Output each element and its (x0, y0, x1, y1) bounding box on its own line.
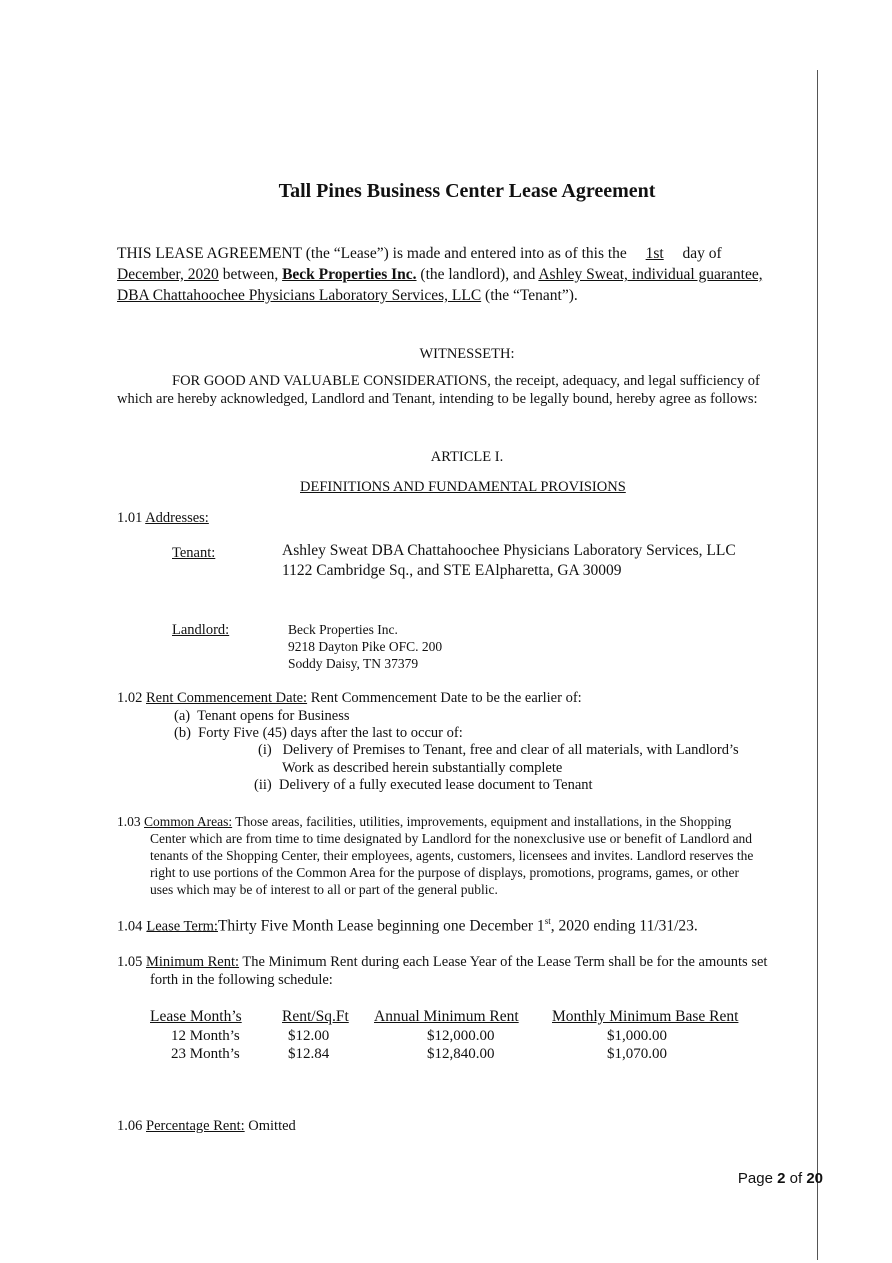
intro-line-3: DBA Chattahoochee Physicians Laboratory Services, LLC (the “Tenant”). (117, 287, 578, 304)
section-1-01-heading: 1.01 Addresses: (117, 510, 209, 526)
table-cell: 23 Month’s (171, 1046, 240, 1062)
lease-date: December, 2020 (117, 266, 219, 283)
section-1-05-line2: forth in the following schedule: (150, 972, 333, 988)
intro-line-1: THIS LEASE AGREEMENT (the “Lease”) is made and entered into as of this the 1st day of (117, 245, 722, 262)
landlord-address-label: Landlord: (172, 622, 230, 638)
table-cell: 12 Month’s (171, 1028, 240, 1044)
tenant-name-line2: DBA Chattahoochee Physicians Laboratory Services, LLC (117, 287, 482, 304)
article-heading: ARTICLE I. (430, 449, 504, 465)
section-1-03-line3: tenants of the Shopping Center, their employees, agents, customers, licensees and invites. Landlord reserves the (150, 848, 754, 863)
tenant-address-label: Tenant: (172, 545, 216, 561)
table-header-annual-min-rent: Annual Minimum Rent (374, 1008, 519, 1025)
table-cell: $1,000.00 (607, 1028, 667, 1044)
article-title: DEFINITIONS AND FUNDAMENTAL PROVISIONS (300, 479, 626, 495)
landlord-address-line1: Beck Properties Inc. (288, 622, 398, 637)
tenant-address-line1: Ashley Sweat DBA Chattahoochee Physicians Laboratory Services, LLC (282, 542, 736, 559)
day-blank: 1st (645, 245, 664, 262)
landlord-name: Beck Properties Inc. (282, 266, 417, 283)
page-number: Page 2 of 20 (737, 1170, 823, 1187)
list-item-b-ii: (ii) Delivery of a fully executed lease document to Tenant (254, 777, 593, 793)
table-header-monthly-min-rent: Monthly Minimum Base Rent (552, 1008, 739, 1025)
table-header-lease-months: Lease Month’s (150, 1008, 242, 1025)
intro-line-2: December, 2020 between, Beck Properties Inc. (the landlord), and Ashley Sweat, individual guarantee, (117, 266, 763, 283)
section-1-03-heading: 1.03 Common Areas: Those areas, facilities, utilities, improvements, equipment and installations, in the Shopping (117, 814, 732, 829)
page-edge-line (817, 70, 818, 1260)
list-item-b-i: (i) Delivery of Premises to Tenant, free and clear of all materials, with Landlord’s (258, 742, 739, 758)
considerations-line-1: FOR GOOD AND VALUABLE CONSIDERATIONS, the receipt, adequacy, and legal sufficiency of (172, 373, 760, 389)
section-1-02-heading: 1.02 Rent Commencement Date: Rent Commencement Date to be the earlier of: (117, 690, 582, 706)
tenant-name-line1: Ashley Sweat, individual guarantee, (538, 266, 763, 283)
table-cell: $12.00 (288, 1028, 330, 1044)
section-1-03-line5: uses which may be of interest to all or part of the general public. (150, 882, 498, 897)
table-cell: $12,840.00 (427, 1046, 495, 1062)
table-cell: $12,000.00 (427, 1028, 495, 1044)
section-1-04: 1.04 Lease Term:Thirty Five Month Lease beginning one December 1st, 2020 ending 11/31/23. (117, 916, 698, 935)
section-1-03-line4: right to use portions of the Common Area for the purpose of displays, promotions, programs, games, or other (150, 865, 740, 880)
list-item-b: (b) Forty Five (45) days after the last to occur of: (174, 725, 463, 741)
table-cell: $12.84 (288, 1046, 330, 1062)
section-1-05-heading: 1.05 Minimum Rent: The Minimum Rent during each Lease Year of the Lease Term shall be for the amounts set (117, 954, 768, 970)
list-item-a: (a) Tenant opens for Business (174, 708, 350, 724)
considerations-line-2: which are hereby acknowledged, Landlord and Tenant, intending to be legally bound, hereby agree as follows: (117, 391, 758, 407)
tenant-address-line2: 1122 Cambridge Sq., and STE EAlpharetta, GA 30009 (282, 562, 622, 579)
table-header-rent-sqft: Rent/Sq.Ft (282, 1008, 349, 1025)
witnesseth-heading: WITNESSETH: (419, 346, 515, 362)
landlord-address-line2: 9218 Dayton Pike OFC. 200 (288, 639, 443, 654)
section-1-06: 1.06 Percentage Rent: Omitted (117, 1118, 296, 1134)
document-title: Tall Pines Business Center Lease Agreement (278, 180, 656, 202)
table-cell: $1,070.00 (607, 1046, 667, 1062)
landlord-address-line3: Soddy Daisy, TN 37379 (288, 656, 419, 671)
section-1-03-line2: Center which are from time to time designated by Landlord for the nonexclusive use or benefit of Landlord and (150, 831, 753, 846)
list-item-b-i-cont: Work as described herein substantially complete (282, 760, 563, 776)
